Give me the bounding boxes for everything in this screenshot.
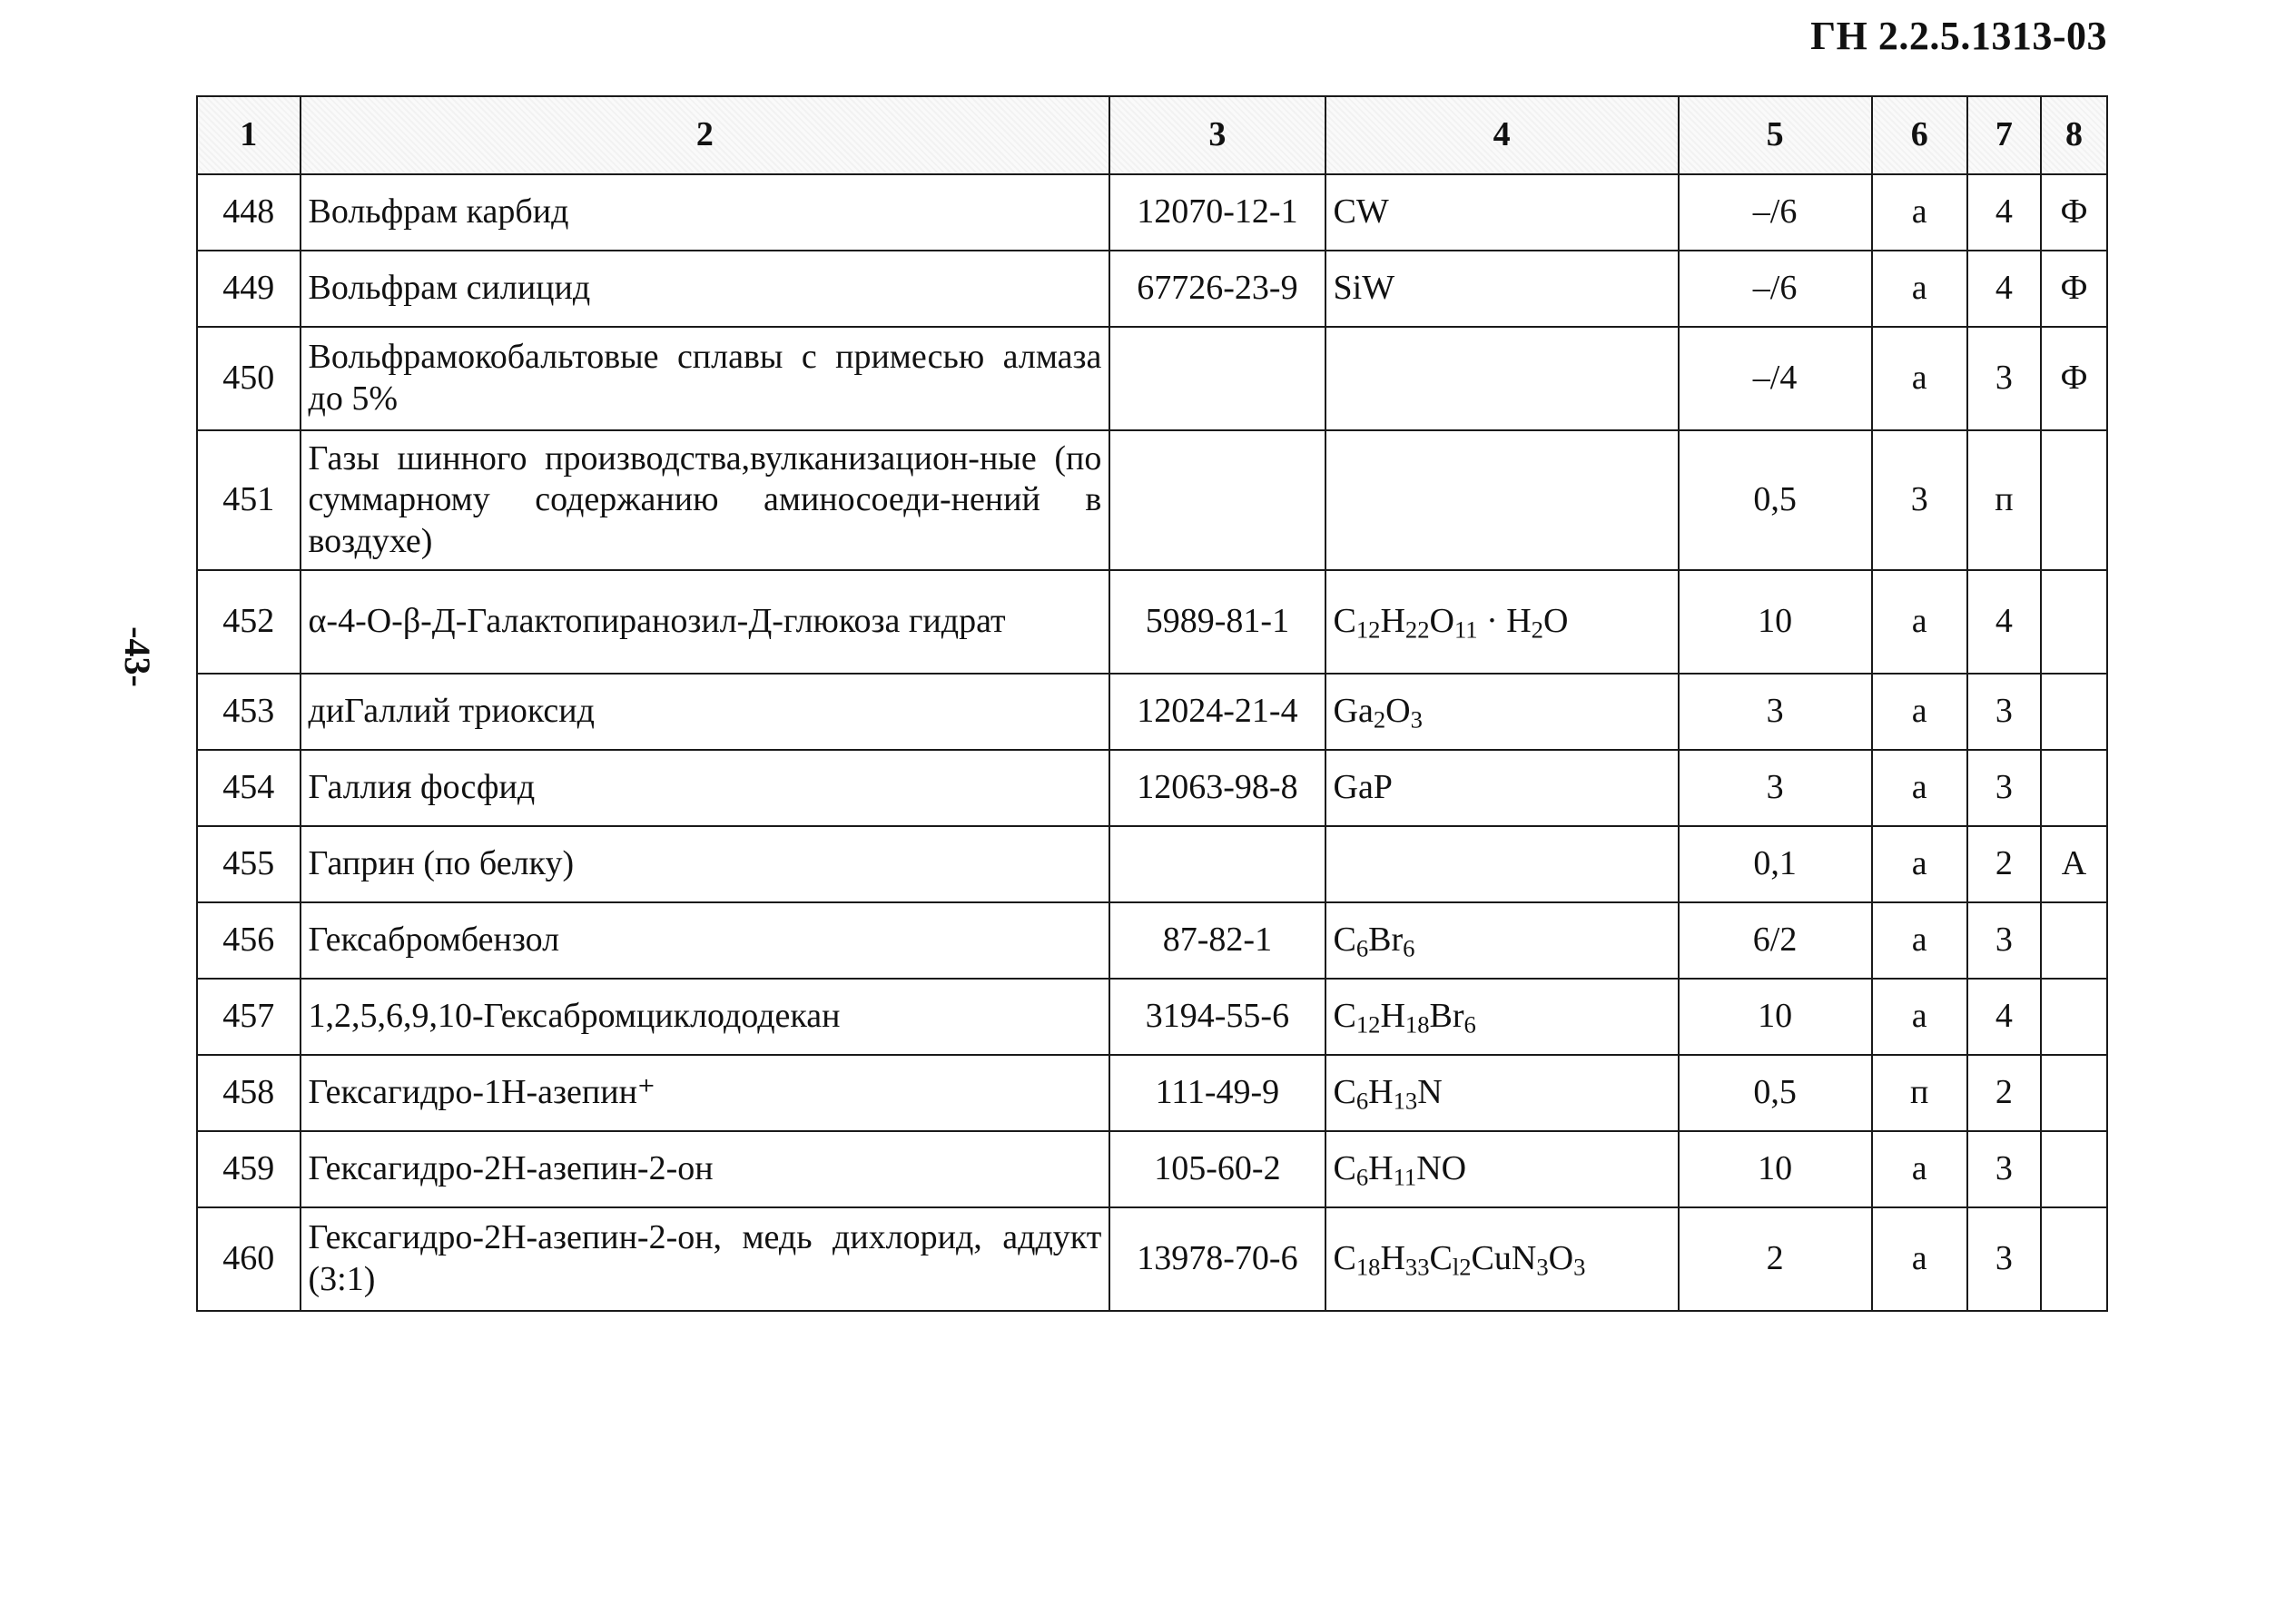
limit-value: 3: [1679, 674, 1872, 750]
substances-table: [196, 95, 2108, 1312]
chemical-formula: $Ga_2O_3$: [1325, 674, 1679, 750]
note-mark: [2041, 750, 2107, 826]
column-header: 8: [2041, 96, 2107, 174]
column-header: 2: [301, 96, 1110, 174]
substance-name: Вольфрам силицид: [301, 251, 1110, 327]
substance-name: диГаллий триоксид: [301, 674, 1110, 750]
limit-value: 0,5: [1679, 1055, 1872, 1131]
row-number: 448: [197, 174, 301, 251]
limit-value: 10: [1679, 979, 1872, 1055]
note-mark: Ф: [2041, 174, 2107, 251]
document-code: ГН 2.2.5.1313-03: [1810, 14, 2107, 58]
chemical-formula: GaP: [1325, 750, 1679, 826]
cas-number: 105-60-2: [1109, 1131, 1325, 1207]
limit-value: –/6: [1679, 251, 1872, 327]
hazard-class: 3: [1967, 750, 2041, 826]
chemical-formula: $C_{12}H_{22}O_{11} \cdot H_2O$: [1325, 570, 1679, 674]
row-number: 460: [197, 1207, 301, 1311]
aggregate-state: а: [1872, 327, 1967, 430]
table-row: [197, 327, 2107, 430]
column-header: 4: [1325, 96, 1679, 174]
table-row: [197, 430, 2107, 570]
note-mark: [2041, 1055, 2107, 1131]
chemical-formula: $C_6Br_6$: [1325, 902, 1679, 979]
cas-number: 5989-81-1: [1109, 570, 1325, 674]
limit-value: –/6: [1679, 174, 1872, 251]
substance-name: α-4-O-β-Д-Галактопиранозил-Д-глюкоза гидрат: [301, 570, 1110, 674]
cas-number: [1109, 327, 1325, 430]
column-header: 5: [1679, 96, 1872, 174]
aggregate-state: 3: [1872, 430, 1967, 570]
limit-value: 3: [1679, 750, 1872, 826]
substance-name: Вольфрамокобальтовые сплавы с примесью алмаза до 5%: [301, 327, 1110, 430]
hazard-class: 4: [1967, 251, 2041, 327]
cas-number: 13978-70-6: [1109, 1207, 1325, 1311]
cas-number: 3194-55-6: [1109, 979, 1325, 1055]
row-number: 453: [197, 674, 301, 750]
limit-value: 6/2: [1679, 902, 1872, 979]
note-mark: [2041, 570, 2107, 674]
note-mark: [2041, 1207, 2107, 1311]
chemical-formula: [1325, 327, 1679, 430]
table-row: [197, 1207, 2107, 1311]
chemical-formula: CW: [1325, 174, 1679, 251]
row-number: 454: [197, 750, 301, 826]
chemical-formula: [1325, 826, 1679, 902]
aggregate-state: а: [1872, 826, 1967, 902]
table-row: [197, 902, 2107, 979]
limit-value: 0,5: [1679, 430, 1872, 570]
substance-name: Гексагидро-1H-азепин⁺: [301, 1055, 1110, 1131]
cas-number: [1109, 430, 1325, 570]
table-row: [197, 826, 2107, 902]
cas-number: 12070-12-1: [1109, 174, 1325, 251]
chemical-formula: $C_{12}H_{18}Br_6$: [1325, 979, 1679, 1055]
table-row: [197, 674, 2107, 750]
limit-value: 10: [1679, 570, 1872, 674]
chemical-formula: $C_{18}H_{33}C_{l2}CuN_3O_3$: [1325, 1207, 1679, 1311]
page-number: -43-: [116, 626, 158, 687]
chemical-formula: $C_6H_{11}NO$: [1325, 1131, 1679, 1207]
hazard-class: п: [1967, 430, 2041, 570]
aggregate-state: а: [1872, 674, 1967, 750]
cas-number: 12024-21-4: [1109, 674, 1325, 750]
cas-number: 111-49-9: [1109, 1055, 1325, 1131]
cas-number: [1109, 826, 1325, 902]
hazard-class: 4: [1967, 570, 2041, 674]
aggregate-state: а: [1872, 750, 1967, 826]
substance-name: Вольфрам карбид: [301, 174, 1110, 251]
limit-value: 10: [1679, 1131, 1872, 1207]
hazard-class: 3: [1967, 1131, 2041, 1207]
note-mark: [2041, 902, 2107, 979]
row-number: 456: [197, 902, 301, 979]
table-row: [197, 570, 2107, 674]
hazard-class: 3: [1967, 1207, 2041, 1311]
note-mark: [2041, 979, 2107, 1055]
substance-name: Гексабромбензол: [301, 902, 1110, 979]
limit-value: –/4: [1679, 327, 1872, 430]
table-row: [197, 174, 2107, 251]
note-mark: [2041, 1131, 2107, 1207]
hazard-class: 3: [1967, 327, 2041, 430]
aggregate-state: п: [1872, 1055, 1967, 1131]
hazard-class: 2: [1967, 1055, 2041, 1131]
row-number: 458: [197, 1055, 301, 1131]
table-row: [197, 979, 2107, 1055]
row-number: 459: [197, 1131, 301, 1207]
cas-number: 67726-23-9: [1109, 251, 1325, 327]
row-number: 450: [197, 327, 301, 430]
cas-number: 12063-98-8: [1109, 750, 1325, 826]
aggregate-state: а: [1872, 1207, 1967, 1311]
aggregate-state: а: [1872, 902, 1967, 979]
note-mark: [2041, 430, 2107, 570]
row-number: 451: [197, 430, 301, 570]
note-mark: Ф: [2041, 251, 2107, 327]
substance-name: Гаприн (по белку): [301, 826, 1110, 902]
substance-name: Гексагидро-2H-азепин-2-он, медь дихлорид, аддукт (3:1): [301, 1207, 1110, 1311]
substance-name: Газы шинного производства,вулканизацион-ные (по суммарному содержанию аминосоеди-нений в воздухе): [301, 430, 1110, 570]
row-number: 455: [197, 826, 301, 902]
aggregate-state: а: [1872, 251, 1967, 327]
cas-number: 87-82-1: [1109, 902, 1325, 979]
aggregate-state: а: [1872, 174, 1967, 251]
chemical-formula: [1325, 430, 1679, 570]
limit-value: 2: [1679, 1207, 1872, 1311]
chemical-formula: SiW: [1325, 251, 1679, 327]
note-mark: А: [2041, 826, 2107, 902]
limit-value: 0,1: [1679, 826, 1872, 902]
column-header: 6: [1872, 96, 1967, 174]
table-header-row: [197, 96, 2107, 174]
chemical-formula: $C_6H_{13}N$: [1325, 1055, 1679, 1131]
row-number: 457: [197, 979, 301, 1055]
table-row: [197, 1055, 2107, 1131]
aggregate-state: а: [1872, 570, 1967, 674]
hazard-class: 3: [1967, 902, 2041, 979]
hazard-class: 2: [1967, 826, 2041, 902]
substance-name: Гексагидро-2H-азепин-2-он: [301, 1131, 1110, 1207]
table-row: [197, 1131, 2107, 1207]
substance-name: 1,2,5,6,9,10-Гексабромциклододекан: [301, 979, 1110, 1055]
hazard-class: 3: [1967, 674, 2041, 750]
column-header: 1: [197, 96, 301, 174]
substance-name: Галлия фосфид: [301, 750, 1110, 826]
table-row: [197, 251, 2107, 327]
aggregate-state: а: [1872, 979, 1967, 1055]
aggregate-state: а: [1872, 1131, 1967, 1207]
table-row: [197, 750, 2107, 826]
row-number: 449: [197, 251, 301, 327]
column-header: 3: [1109, 96, 1325, 174]
hazard-class: 4: [1967, 174, 2041, 251]
note-mark: Ф: [2041, 327, 2107, 430]
note-mark: [2041, 674, 2107, 750]
row-number: 452: [197, 570, 301, 674]
column-header: 7: [1967, 96, 2041, 174]
hazard-class: 4: [1967, 979, 2041, 1055]
